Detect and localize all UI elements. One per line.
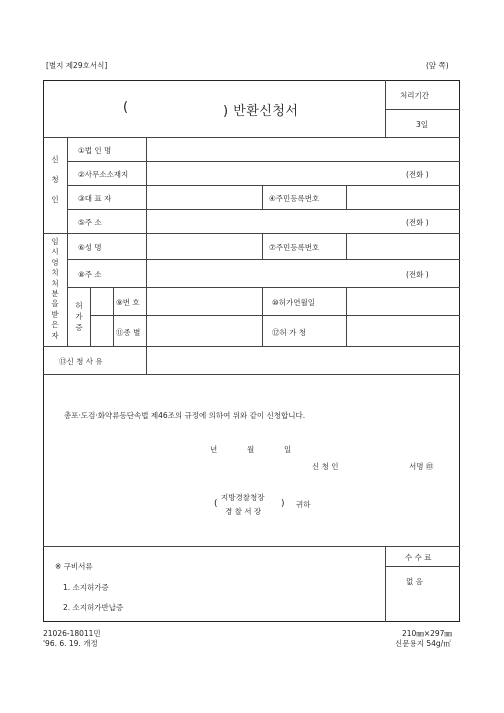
divider [67,161,460,162]
office-close-paren: ) [281,499,285,509]
divider [385,109,460,110]
processing-period-value: 3일 [416,120,429,129]
form-number: [별지 제29호서식] [46,61,108,70]
application-reason-label: ⑬신 청 사 유 [59,357,103,366]
permit-section-label: 허 가 증 [75,301,83,332]
divider [67,209,460,210]
representative-label: ③대 표 자 [78,194,112,203]
office-location-label: ②사무소소재지 [78,170,129,179]
divider [262,233,263,259]
office-line2: 경 찰 서 장 [225,507,262,516]
title-open-paren: ( [123,100,129,115]
divider [146,137,147,374]
required-document-item: 1. 소지허가증 [63,583,109,592]
applicant-section-label: 신 청 인 [51,155,59,204]
divider [113,287,114,346]
divider [43,137,460,138]
footer-paper-size: 210㎜×297㎜ [402,629,452,638]
recipient-id-label: ⑦주민등록번호 [269,243,320,252]
divider [346,287,347,346]
permit-type-label: ⑪종 별 [116,328,141,337]
office-line1: 지방경찰청장 [221,493,265,502]
date-month-label: 월 [247,445,255,454]
signature-seal-label: 서명 ㊞ [409,462,434,471]
date-year-label: 년 [210,445,218,454]
divider [90,287,91,346]
addressee-suffix: 귀하 [296,500,311,509]
divider [67,185,460,186]
footer-revised-date: '96. 6. 19. 개정 [43,639,98,648]
recipient-address-label: ⑧주 소 [78,270,102,279]
divider [67,137,68,346]
office-phone-label: (전화 ) [406,170,429,179]
divider [43,233,460,234]
divider [43,346,460,347]
footer-paper-type: 신문용지 54g/㎡ [395,639,451,648]
processing-period-label: 처리기간 [400,91,429,100]
divider [385,566,460,567]
recipient-section-label: 임 시 영 치 처 분 을 받 은 자 [51,237,59,340]
permit-number-label: ⑨번 호 [116,298,140,307]
date-day-label: 일 [284,445,292,454]
applicant-address-label: ⑤주 소 [78,218,102,227]
required-document-item: 2. 소지허가반납증 [63,603,124,612]
divider [385,80,386,137]
statement-text: 총포·도검·화약류등단속법 제46조의 규정에 의하여 위와 같이 신청합니다. [64,411,306,420]
divider [43,546,460,547]
permit-authority-label: ⑫허 가 청 [272,328,307,337]
page-side-label: (앞 쪽) [426,61,449,70]
divider [67,287,460,288]
fee-label: 수 수 료 [405,553,432,562]
office-open-paren: ( [214,499,218,509]
divider [67,259,460,260]
recipient-name-label: ⑥성 명 [78,243,102,252]
fee-value: 없 음 [406,577,423,586]
divider [262,287,263,346]
recipient-phone-label: (전화 ) [406,270,429,279]
signature-applicant-label: 신 청 인 [312,462,339,471]
divider [346,185,347,209]
permit-date-label: ⑩허가연월일 [272,298,315,307]
representative-id-label: ④주민등록번호 [269,194,320,203]
required-documents-header: ※ 구비서류 [55,562,93,571]
page-title: ) 반환신청서 [223,104,299,119]
divider [262,185,263,209]
footer-form-code: 21026-18011민 [43,629,101,638]
applicant-phone-label: (전화 ) [406,218,429,227]
divider [385,546,386,622]
corporation-name-label: ①법 인 명 [78,146,112,155]
divider [346,233,347,259]
divider [43,374,460,375]
